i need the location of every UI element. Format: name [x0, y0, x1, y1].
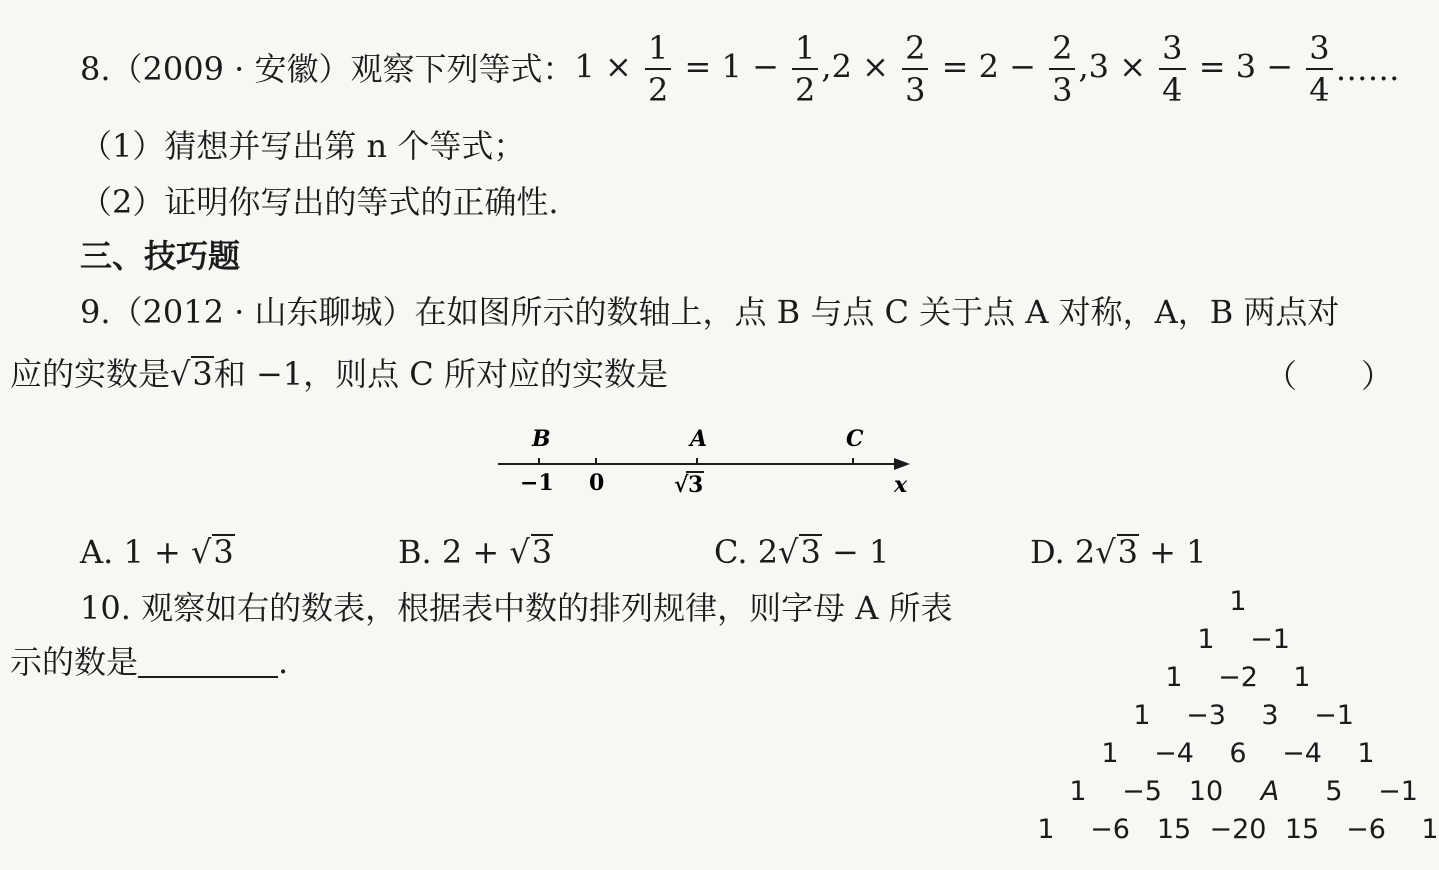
triangle-cell: 1: [1357, 738, 1375, 769]
axis-arrow: [894, 458, 910, 470]
q9-line-2: 应的实数是√3和 −1，则点 C 所对应的实数是: [10, 355, 668, 393]
triangle-cell: 6: [1229, 738, 1247, 769]
q9-answer-paren: （ ）: [1265, 357, 1394, 395]
triangle-cell: −1: [1314, 700, 1354, 731]
triangle-cell: 3: [1261, 700, 1279, 731]
label-point-a: A: [690, 426, 708, 452]
triangle-cell: −2: [1218, 662, 1258, 693]
triangle-cell: −5: [1122, 776, 1162, 807]
triangle-cell: −3: [1186, 700, 1226, 731]
q8-prefix: 8.（2009 · 安徽）观察下列等式：: [80, 50, 575, 88]
q9-line-1: 9.（2012 · 山东聊城）在如图所示的数轴上，点 B 与点 C 关于点 A 对称，A，B 两点对: [80, 293, 1340, 331]
triangle-cell: 1: [1229, 586, 1247, 617]
q8-equation-1: 1 × $\frac{1}{2}$ = 1 − $\frac{1}{2}$ ,: [574, 29, 832, 109]
tick-label-neg1: −1: [520, 470, 554, 496]
triangle-cell: −20: [1209, 814, 1267, 845]
label-point-b: B: [532, 426, 551, 452]
triangle-cell: 5: [1325, 776, 1343, 807]
q8-equation-3: 3 × $\frac{3}{4}$ = 3 − $\frac{3}{4}$: [1089, 32, 1336, 106]
triangle-cell: −1: [1378, 776, 1418, 807]
triangle-cell: 1: [1133, 700, 1151, 731]
triangle-cell: −4: [1154, 738, 1194, 769]
triangle-cell: 10: [1188, 776, 1224, 807]
q8-part-2: （2）证明你写出的等式的正确性.: [80, 183, 559, 221]
q10-line-2: 示的数是 .: [10, 643, 289, 681]
q10-line-1: 10. 观察如右的数表，根据表中数的排列规律，则字母 A 所表: [80, 589, 953, 627]
q8-part-1: （1）猜想并写出第 n 个等式；: [80, 127, 526, 165]
q8-ellipsis: ……: [1335, 50, 1400, 88]
q9-option-d[interactable]: D. 2√3 + 1: [1030, 533, 1207, 571]
number-line-figure: [490, 420, 930, 500]
q8-equation-2: 2 × $\frac{2}{3}$ = 2 − $\frac{2}{3}$ ,: [831, 29, 1089, 109]
triangle-cell: −4: [1282, 738, 1322, 769]
answer-blank[interactable]: [138, 646, 278, 678]
triangle-cell: 1: [1421, 814, 1439, 845]
question-8-stem: [80, 29, 1400, 109]
tick-label-sqrt-radicand: 3: [688, 472, 704, 498]
triangle-cell: 15: [1284, 814, 1320, 845]
q9-option-a[interactable]: A. 1 + √3: [80, 533, 234, 571]
triangle-cell: 15: [1156, 814, 1192, 845]
triangle-cell: A: [1260, 776, 1280, 807]
triangle-cell: 1: [1197, 624, 1215, 655]
section-title: 三、技巧题: [80, 237, 241, 275]
tick-label-sqrt-sign: √: [674, 472, 689, 498]
triangle-cell: 1: [1101, 738, 1119, 769]
label-point-c: C: [846, 426, 864, 452]
triangle-cell: 1: [1165, 662, 1183, 693]
triangle-cell: −6: [1346, 814, 1386, 845]
label-x-axis: x: [894, 472, 908, 498]
q9-option-b[interactable]: B. 2 + √3: [398, 533, 553, 571]
triangle-cell: −1: [1250, 624, 1290, 655]
triangle-cell: 1: [1069, 776, 1087, 807]
triangle-cell: −6: [1090, 814, 1130, 845]
tick-label-0: 0: [589, 470, 605, 496]
triangle-cell: 1: [1293, 662, 1311, 693]
triangle-cell: 1: [1037, 814, 1055, 845]
q9-option-c[interactable]: C. 2√3 − 1: [714, 533, 890, 571]
